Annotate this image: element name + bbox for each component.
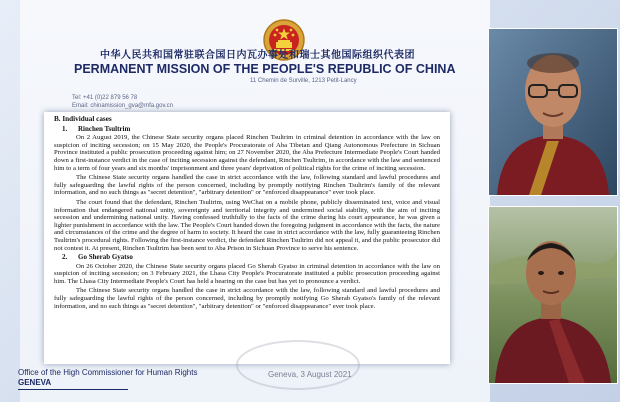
mission-phone: Tel: +41 (0)22 879 56 78	[72, 95, 138, 101]
case-name: Go Sherab Gyatso	[78, 253, 133, 262]
case-number: 2.	[62, 253, 68, 262]
case-paragraph: On 26 October 2020, the Chinese State security organs placed Go Sherab Gyatso in criminal detention in accordance with the law on suspicion of inciting secession; on 3 February 2021, the Lhasa City People's Procuratorate instituted a public prosecution proceeding against him. The Lhasa City Intermediate People's Court has held a hearing on the case but has yet to pronounce a verdict.	[54, 262, 440, 285]
portrait-photo-rinchen-tsultrim	[488, 28, 618, 196]
case-paragraph: The Chinese State security organs handled the case in strict accordance with the law, following standard and lawful procedures and fully safeguarding the lawful rights of the person concerned, including by promptly notifying Go Sherab Gyatso's family of the relevant information, and no such things as "secret detention", "arbitrary detention" or "enforced disappearance" ever took place.	[54, 287, 440, 310]
footer-address	[18, 368, 258, 390]
mission-contact	[72, 94, 173, 110]
case-name: Rinchen Tsultrim	[78, 124, 131, 133]
section-heading: B. Individual cases	[54, 115, 112, 123]
portrait-photo-go-sherab-gyatso	[488, 206, 618, 384]
case-paragraph: On 2 August 2019, the Chinese State security organs placed Rinchen Tsultrim in criminal detention in accordance with the law on suspicion of inciting secession; on 15 May 2020, the People's Procuratorate of Aba Tibetan and Qiang Autonomous Prefecture in Sichuan Province instituted a public prosecution proceeding against him; on 27 November 2020, the Aba Prefecture Intermediate People's Court handed down a first-instance verdict in the case of inciting secession against the defendant, Rinchen Tsultrim, in accordance with the law and sentenced him to a term of four years and six months' imprisonment and three years' deprivation of political rights for the crime of inciting secession.	[54, 134, 440, 172]
case-paragraph: The Chinese State security organs handled the case in strict accordance with the law, following standard and lawful procedures and fully safeguarding the lawful rights of the person concerned, including by promptly notifying Rinchen Tsultrim's family of the relevant information, and no such things as "secret detention", "arbitrary detention" or "enforced disappearance" ever took place.	[54, 174, 440, 197]
mission-address: 11 Chemin de Surville, 1213 Petit-Lancy	[250, 78, 357, 84]
case-heading	[54, 254, 440, 262]
stamp-text: Geneva, 3 August 2021	[268, 370, 352, 379]
mission-title: PERMANENT MISSION OF THE PEOPLE'S REPUBLIC OF CHINA	[74, 62, 456, 76]
document-excerpt	[44, 112, 450, 364]
mission-email: Email: chinamission_gva@mfa.gov.cn	[72, 103, 174, 109]
portrait-monk-glasses	[489, 29, 617, 195]
footer-office: Office of the High Commissioner for Human Rights	[18, 368, 198, 377]
chinese-mission-title: 中华人民共和国常驻联合国日内瓦办事处和瑞士其他国际组织代表团	[100, 50, 415, 61]
footer-rule	[18, 389, 128, 390]
case-paragraph: The court found that the defendant, Rinchen Tsultrim, using WeChat on a mobile phone, publicly disseminated text, voice and visual information that endangered national unity, sovereignty and territorial integrity and undermined social stability, with the aim of inciting secession and undermining national unity. Having confessed truthfully to the facts of the crime during his court appearance, he was given a lighter punishment in accordance with the law. The People's Court handed down the foregoing judgment in accordance with the facts, the nature and circumstances of the crime and the degree of harm to society. It heard the case in strict accordance with the law, fully guaranteeing Rinchen Tsultrim's procedural rights. Following the first-instance verdict, the defendant Rinchen Tsultrim did not appeal it, and the public prosecutor did not contest it. At present, Rinchen Tsultrim has been sent to Aba Prison in Sichuan Province to serve his sentence.	[54, 198, 440, 252]
footer-city: GENEVA	[18, 378, 52, 387]
case-heading	[54, 126, 440, 134]
portrait-monk-outdoors	[489, 207, 617, 383]
case-number: 1.	[62, 124, 68, 133]
